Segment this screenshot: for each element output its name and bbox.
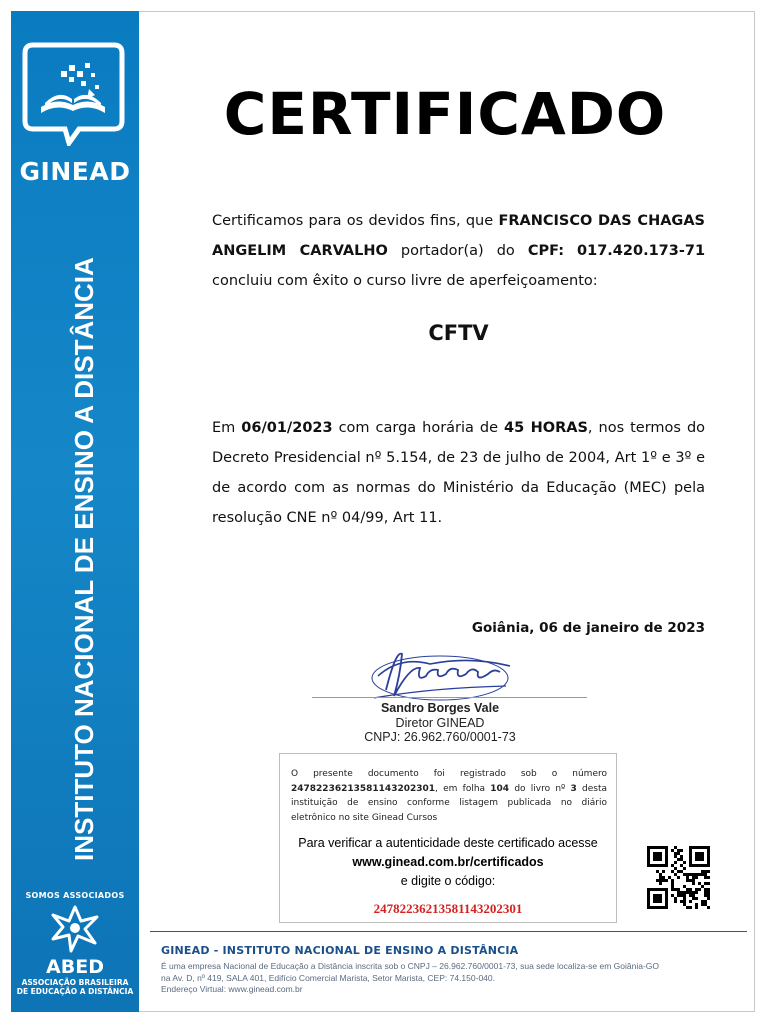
certificate-title: CERTIFICADO xyxy=(223,80,667,148)
signer-block xyxy=(340,701,540,745)
registration-suffix: desta instituição de ensino conforme listagem publicada no diário eletrônico no site Ginead Cursos xyxy=(291,783,607,823)
sidebar xyxy=(11,11,139,1012)
completion-date: 06/01/2023 xyxy=(241,420,333,436)
course-name: CFTV xyxy=(428,321,489,345)
signer-name: Sandro Borges Vale xyxy=(380,701,500,715)
completion-text: concluiu com êxito o curso livre de aperfeiçoamento: xyxy=(212,273,598,289)
intro-text: Certificamos para os devidos fins, que xyxy=(212,213,494,229)
abed-name: ABED xyxy=(46,956,104,978)
livro-number: 3 xyxy=(570,783,577,794)
student-name: FRANCISCO DAS CHAGAS ANGELIM CARVALHO xyxy=(212,213,705,259)
folha-prefix: , em folha xyxy=(435,783,486,794)
abed-star-icon xyxy=(45,903,105,953)
certification-paragraph xyxy=(212,206,705,296)
folha-number: 104 xyxy=(490,783,510,794)
legal-text: , nos termos do Decreto Presidencial nº 5.154, de 23 de julho de 2004, Art 1º e 3º e de acordo com as normas do Ministério da Educação (MEC) pela resolução CNE nº 04/99, Art 11. xyxy=(212,420,706,526)
legal-paragraph xyxy=(212,413,705,533)
brand-name: GINEAD xyxy=(19,157,131,186)
footer-address xyxy=(161,961,736,996)
footer-line: Endereço Virtual: www.ginead.com.br xyxy=(161,984,303,994)
vertical-title-wrap xyxy=(61,221,107,861)
verification-block xyxy=(284,834,612,891)
holder-text: portador(a) do xyxy=(400,243,515,259)
date-prefix: Em xyxy=(212,420,236,436)
footer-line: na Av. D, nº 419, SALA 401, Edifício Comercial Marista, Setor Marista, CEP: 74.150-040. xyxy=(161,972,495,983)
workload-prefix: com carga horária de xyxy=(338,420,499,436)
signer-role: Diretor GINEAD xyxy=(395,715,485,730)
abed-subtitle-line: DE EDUCAÇÃO A DISTÂNCIA xyxy=(16,987,134,996)
place-and-date: Goiânia, 06 de janeiro de 2023 xyxy=(471,620,705,636)
registration-prefix: O presente documento foi registrado sob o número xyxy=(291,769,607,779)
workload-hours: 45 HORAS xyxy=(504,420,588,436)
signer-cnpj: CNPJ: 26.962.760/0001-73 xyxy=(364,730,516,744)
vertical-institute-title: INSTITUTO NACIONAL DE ENSINO A DISTÂNCIA xyxy=(69,257,99,861)
abed-subtitle xyxy=(15,978,135,996)
verification-code: 24782236213581143202301 xyxy=(373,901,523,916)
abed-subtitle-line: ASSOCIAÇÃO BRASILEIRA xyxy=(21,978,129,987)
footer-title: GINEAD - INSTITUTO NACIONAL DE ENSINO A DISTÂNCIA xyxy=(161,944,519,957)
cpf-label: CPF: xyxy=(527,243,565,259)
signature-line xyxy=(312,697,587,698)
registration-number: 24782236213581143202301 xyxy=(291,783,436,794)
registration-text xyxy=(291,767,607,825)
qr-code-icon xyxy=(647,846,710,909)
verify-instruction: Para verificar a autenticidade deste certificado acesse xyxy=(298,836,598,850)
footer-divider xyxy=(150,931,747,932)
cpf-value: 017.420.173-71 xyxy=(577,243,706,259)
footer-line: É uma empresa Nacional de Educação a Distância inscrita sob o CNPJ – 26.962.760/0001-73, sua sede localiza-se em Goiânia-GO xyxy=(161,961,659,971)
verify-code-label: e digite o código: xyxy=(400,874,496,888)
open-book-icon xyxy=(21,41,126,146)
verify-site-link[interactable]: www.ginead.com.br/certificados xyxy=(352,855,544,869)
associates-label: SOMOS ASSOCIADOS xyxy=(25,891,125,900)
livro-prefix: do livro nº xyxy=(514,783,566,794)
